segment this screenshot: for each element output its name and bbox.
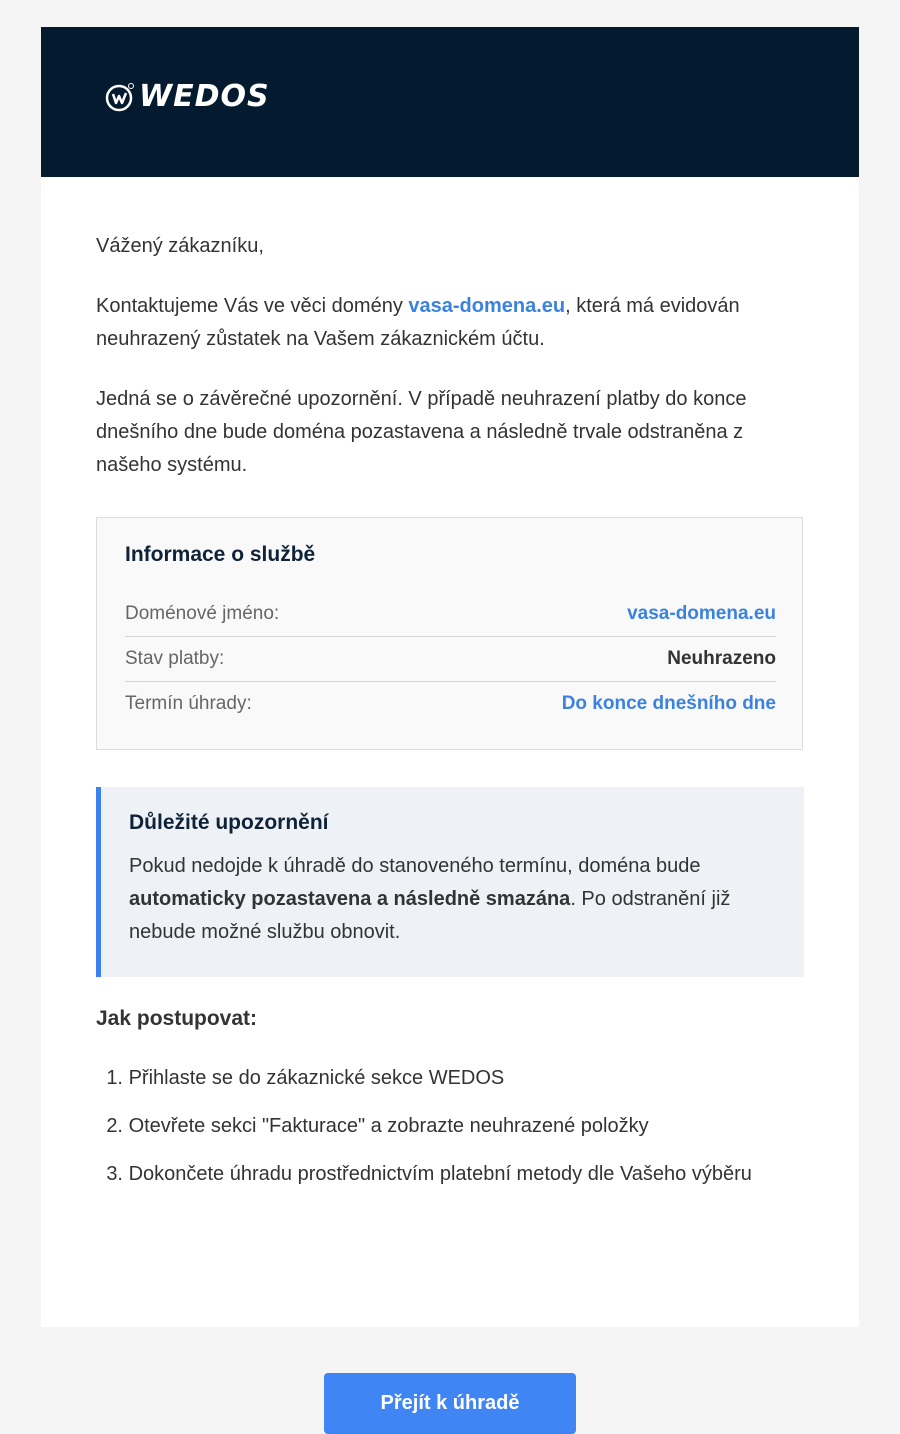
wedos-logo-icon	[105, 82, 135, 112]
step-number: 1.	[106, 1067, 123, 1089]
payment-status-value: Neuhrazeno	[667, 647, 776, 669]
steps-list	[96, 1054, 752, 1198]
step-text: Dokončete úhradu prostřednictvím platební metody dle Vašeho výběru	[128, 1163, 752, 1185]
step-text: Přihlaste se do zákaznické sekce WEDOS	[128, 1067, 505, 1089]
alert-text-after: . Po odstranění již nebude možné službu obnovit.	[129, 888, 731, 943]
list-item	[96, 1150, 752, 1198]
list-item	[96, 1054, 752, 1102]
info-row-domain	[125, 591, 776, 637]
list-item	[96, 1102, 752, 1150]
warning-paragraph: Jedná se o závěrečné upozornění. V případě neuhrazení platby do konce dnešního dne bude doména pozastavena a následně trvale odstraněna z našeho systému.	[96, 388, 747, 476]
steps-title: Jak postupovat:	[96, 1007, 258, 1030]
info-label: Doménové jméno:	[125, 602, 280, 624]
info-row-payment-status	[125, 636, 776, 682]
intro-text-after: , která má evidován neuhrazený zůstatek na Vašem zákaznickém účtu.	[96, 295, 740, 350]
service-info-title: Informace o službě	[125, 543, 316, 566]
email-header	[41, 27, 859, 177]
alert-title: Důležité upozornění	[129, 811, 329, 834]
due-date-value: Do konce dnešního dne	[561, 692, 776, 714]
important-alert	[96, 787, 804, 977]
alert-text	[129, 850, 779, 949]
domain-link[interactable]: vasa-domena.eu	[408, 295, 566, 317]
alert-text-bold: automaticky pozastavena a následně smazána	[129, 888, 571, 910]
info-row-due-date	[125, 681, 776, 726]
info-label: Termín úhrady:	[125, 692, 252, 714]
intro-text-before: Kontaktujeme Vás ve věci domény	[96, 295, 409, 317]
step-text: Otevřete sekci "Fakturace" a zobrazte neuhrazené položky	[128, 1115, 649, 1137]
intro-paragraph	[96, 290, 796, 356]
step-number: 3.	[106, 1163, 123, 1185]
alert-text-before: Pokud nedojde k úhradě do stanoveného termínu, doména bude	[129, 855, 701, 877]
info-label: Stav platby:	[125, 647, 225, 669]
info-domain-link[interactable]: vasa-domena.eu	[627, 602, 776, 624]
brand-logo	[105, 81, 270, 113]
service-info-box	[96, 517, 803, 750]
greeting: Vážený zákazníku,	[96, 235, 264, 257]
pay-button[interactable]: Přejít k úhradě	[324, 1373, 576, 1434]
step-number: 2.	[106, 1115, 123, 1137]
logo-text: WEDOS	[139, 79, 270, 114]
email-card	[41, 27, 859, 1414]
